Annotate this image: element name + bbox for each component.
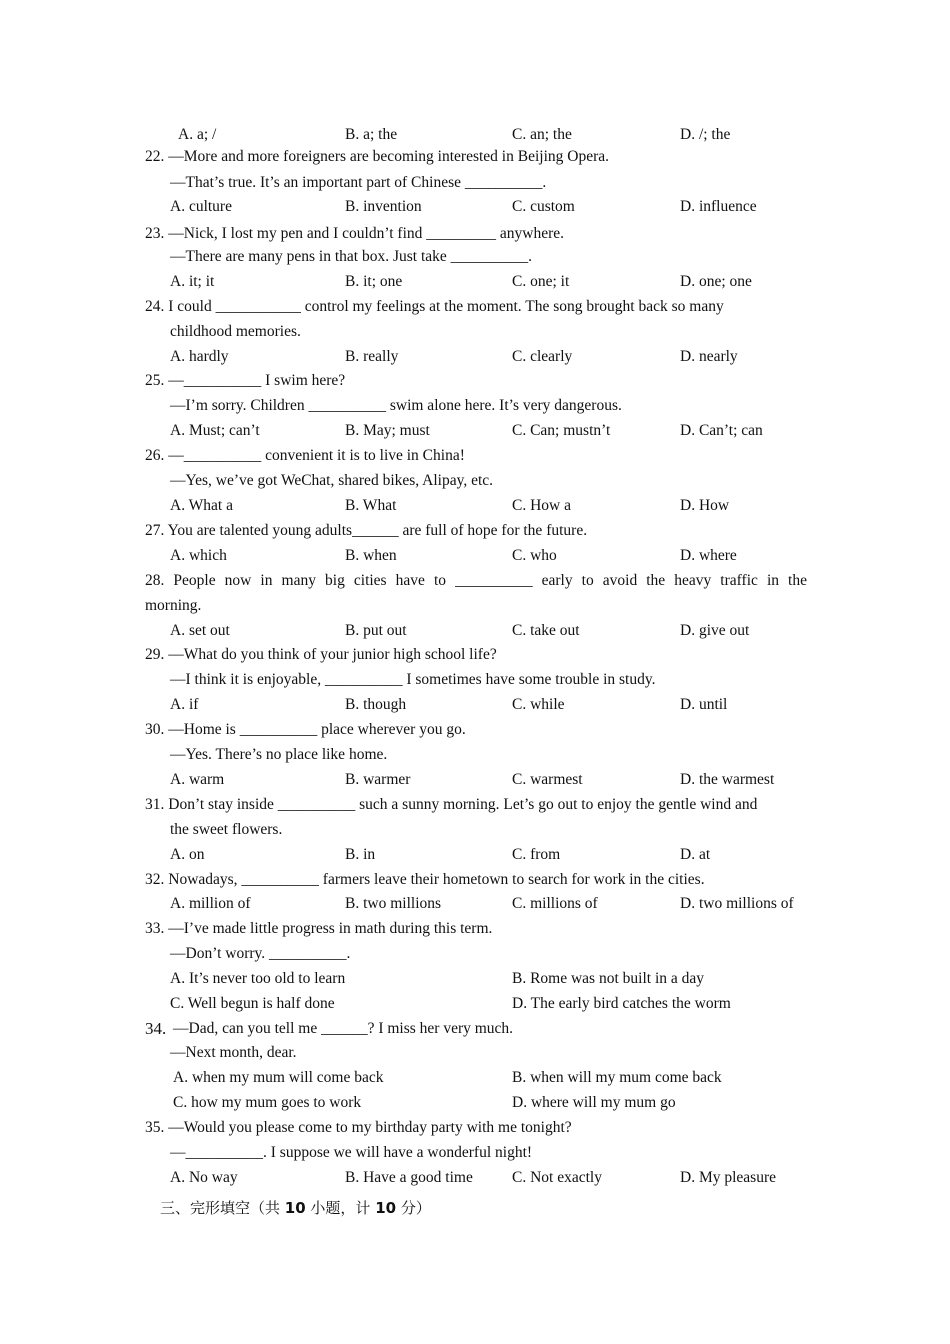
q35-reply: —__________. I suppose we will have a wonderful night! <box>170 1144 533 1161</box>
q25-stem: 25. —__________ I swim here? <box>145 372 346 389</box>
q25-option-d: D. Can’t; can <box>680 422 763 439</box>
q34-option-d: D. where will my mum go <box>512 1094 676 1111</box>
q23-option-b: B. it; one <box>345 273 403 290</box>
q33-option-b: B. Rome was not built in a day <box>512 970 705 987</box>
q22-option-d: D. influence <box>680 198 757 215</box>
q34-option-b: B. when will my mum come back <box>512 1069 722 1086</box>
q30-option-a: A. warm <box>170 771 225 788</box>
q26-option-b: B. What <box>345 497 397 514</box>
q21-option-b: B. a; the <box>345 126 398 143</box>
q34-stem: —Dad, can you tell me ______? I miss her very much. <box>173 1020 514 1037</box>
q30-reply: —Yes. There’s no place like home. <box>170 746 388 763</box>
q33-option-a: A. It’s never too old to learn <box>170 970 346 987</box>
q26-option-a: A. What a <box>170 497 233 514</box>
q22-option-b: B. invention <box>345 198 422 215</box>
q31-option-a: A. on <box>170 846 205 863</box>
q28-option-a: A. set out <box>170 622 230 639</box>
q34-option-a: A. when my mum will come back <box>173 1069 384 1086</box>
q28-option-d: D. give out <box>680 622 750 639</box>
q30-option-d: D. the warmest <box>680 771 775 788</box>
q33-stem: 33. —I’ve made little progress in math during this term. <box>145 920 493 937</box>
q35-option-b: B. Have a good time <box>345 1169 473 1186</box>
q25-option-a: A. Must; can’t <box>170 422 260 439</box>
q35-option-a: A. No way <box>170 1169 238 1186</box>
q28-option-c: C. take out <box>512 622 580 639</box>
q31-stem: 31. Don’t stay inside __________ such a sunny morning. Let’s go out to enjoy the gentle wind and <box>145 796 758 813</box>
q25-option-b: B. May; must <box>345 422 430 439</box>
section-3-count: 10 <box>284 1199 306 1217</box>
q31-option-c: C. from <box>512 846 561 863</box>
q23-option-d: D. one; one <box>680 273 752 290</box>
q28-stem-cont: morning. <box>145 597 202 614</box>
section-3-heading <box>160 1198 431 1218</box>
q32-option-b: B. two millions <box>345 895 442 912</box>
q30-option-b: B. warmer <box>345 771 411 788</box>
q22-stem: 22. —More and more foreigners are becoming interested in Beijing Opera. <box>145 148 609 165</box>
q30-option-c: C. warmest <box>512 771 583 788</box>
q26-option-c: C. How a <box>512 497 571 514</box>
q29-option-d: D. until <box>680 696 728 713</box>
q24-option-d: D. nearly <box>680 348 738 365</box>
q27-option-a: A. which <box>170 547 227 564</box>
q22-option-c: C. custom <box>512 198 575 215</box>
q23-option-c: C. one; it <box>512 273 570 290</box>
q29-option-c: C. while <box>512 696 565 713</box>
q32-option-c: C. millions of <box>512 895 598 912</box>
section-3-suffix: 分） <box>396 1199 431 1217</box>
q24-option-c: C. clearly <box>512 348 573 365</box>
q22-option-a: A. culture <box>170 198 232 215</box>
q33-reply: —Don’t worry. __________. <box>170 945 351 962</box>
q34-reply: —Next month, dear. <box>170 1044 297 1061</box>
q23-option-a: A. it; it <box>170 273 215 290</box>
q29-option-a: A. if <box>170 696 199 713</box>
q26-stem: 26. —__________ convenient it is to live in China! <box>145 447 465 464</box>
q32-option-a: A. million of <box>170 895 251 912</box>
q27-option-b: B. when <box>345 547 397 564</box>
q24-stem: 24. I could ___________ control my feelings at the moment. The song brought back so many <box>145 298 724 315</box>
q23-reply: —There are many pens in that box. Just take __________. <box>170 248 533 265</box>
q28-stem: 28. People now in many big cities have to __________ early to avoid the heavy traffic in the <box>145 572 807 589</box>
q32-option-d: D. two millions of <box>680 895 794 912</box>
q25-reply: —I’m sorry. Children __________ swim alone here. It’s very dangerous. <box>170 397 622 414</box>
q29-stem: 29. —What do you think of your junior high school life? <box>145 646 497 663</box>
q28-option-b: B. put out <box>345 622 407 639</box>
q22-reply: —That’s true. It’s an important part of Chinese __________. <box>170 174 547 191</box>
q27-option-c: C. who <box>512 547 557 564</box>
section-3-prefix: 三、完形填空（共 <box>160 1199 285 1217</box>
q33-option-c: C. Well begun is half done <box>170 995 335 1012</box>
section-3-mid: 小题，计 <box>305 1199 376 1217</box>
section-3-score: 10 <box>375 1199 397 1217</box>
q35-option-c: C. Not exactly <box>512 1169 602 1186</box>
q24-option-a: A. hardly <box>170 348 229 365</box>
q30-stem: 30. —Home is __________ place wherever you go. <box>145 721 466 738</box>
q34-number: 34. <box>145 1019 167 1038</box>
q34-option-c: C. how my mum goes to work <box>173 1094 362 1111</box>
q21-option-d: D. /; the <box>680 126 731 143</box>
q23-stem: 23. —Nick, I lost my pen and I couldn’t find _________ anywhere. <box>145 225 564 242</box>
q29-option-b: B. though <box>345 696 407 713</box>
q35-option-d: D. My pleasure <box>680 1169 776 1186</box>
q31-option-d: D. at <box>680 846 711 863</box>
q26-reply: —Yes, we’ve got WeChat, shared bikes, Alipay, etc. <box>170 472 494 489</box>
q25-option-c: C. Can; mustn’t <box>512 422 611 439</box>
q24-stem-cont: childhood memories. <box>170 323 301 340</box>
q27-stem: 27. You are talented young adults______ are full of hope for the future. <box>145 522 588 539</box>
q21-option-a: A. a; / <box>178 126 217 143</box>
q33-option-d: D. The early bird catches the worm <box>512 995 731 1012</box>
q24-option-b: B. really <box>345 348 399 365</box>
q35-stem: 35. —Would you please come to my birthday party with me tonight? <box>145 1119 572 1136</box>
q21-option-c: C. an; the <box>512 126 572 143</box>
q27-option-d: D. where <box>680 547 737 564</box>
q31-option-b: B. in <box>345 846 376 863</box>
q26-option-d: D. How <box>680 497 730 514</box>
q32-stem: 32. Nowadays, __________ farmers leave their hometown to search for work in the cities. <box>145 871 705 888</box>
q31-stem-cont: the sweet flowers. <box>170 821 283 838</box>
q29-reply: —I think it is enjoyable, __________ I sometimes have some trouble in study. <box>170 671 656 688</box>
